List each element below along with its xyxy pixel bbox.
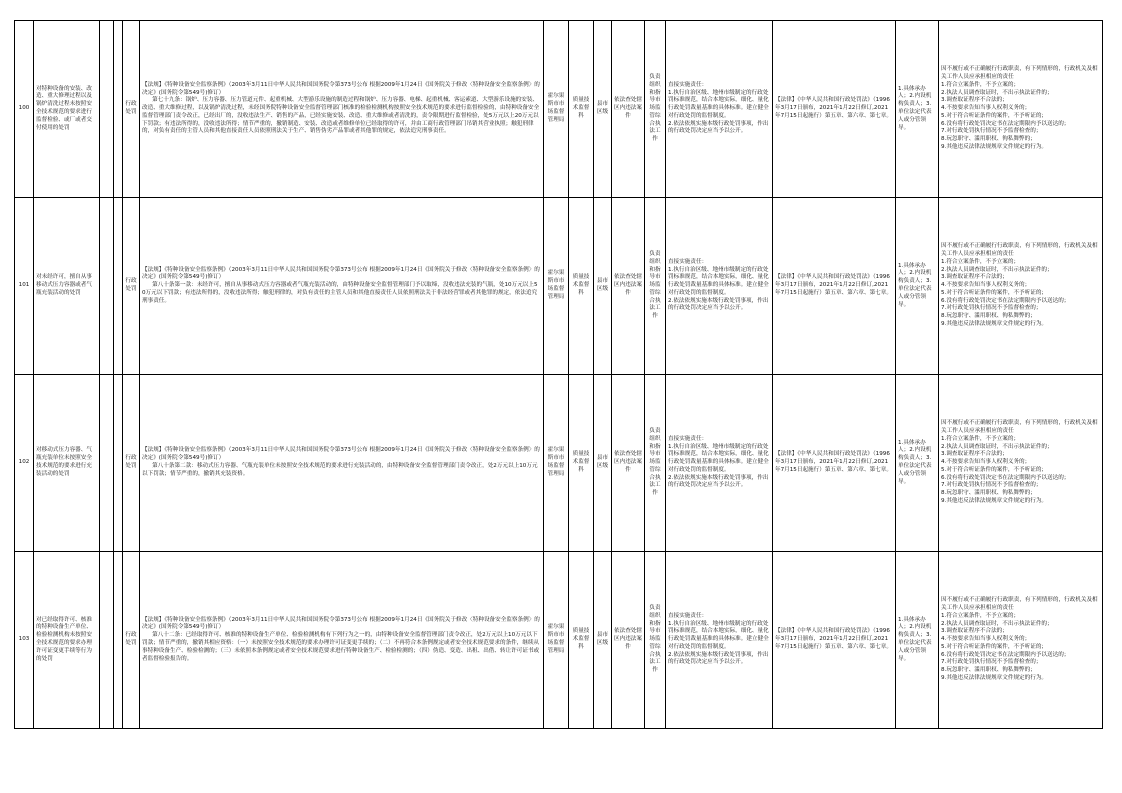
subj-text: 1.具体承办人；2.内设机构负责人；3.单位法定代表人或分管领导。 — [898, 85, 932, 131]
responsible-subjects — [896, 552, 939, 729]
basis-line: 【法规】《特种设备安全监察条例》（2003年3月11日中华人民共和国国务院令第373号公布 根据2009年1月24日《国务院关于修改〈特种设备安全监察条例〉的决定》(国务院令第549号)修订） — [142, 447, 540, 462]
item-type — [123, 375, 140, 552]
legal-basis — [140, 552, 544, 729]
responsibility-items — [666, 552, 773, 729]
item-number — [15, 375, 34, 552]
law-text: 【法律】《中华人民共和国行政处罚法》（1996年3月17日颁布，2021年1月22日修订,2021年7月15日起施行）第五章、第六章、第七章。 — [775, 628, 892, 650]
resp-line: 2.依法依规实施本级行政处罚事项，作出的行政处罚决定应当予以公开。 — [668, 297, 769, 312]
level-text: 县市区级 — [596, 455, 609, 469]
scope-of-duty — [612, 21, 645, 198]
item-name — [34, 198, 100, 375]
level-text: 县市区级 — [596, 101, 609, 115]
authority-text: 霍尔果斯市市场监督管理局 — [547, 93, 565, 123]
unit-text: 质量技术监督科 — [572, 274, 590, 296]
acc-line: 6.没有将行政处罚决定书在法定期限内予以送达的； — [941, 651, 1070, 658]
implementing-authority — [544, 198, 569, 375]
acc-line: 5.对于符合听证条件的案件，不予听证的； — [941, 289, 1048, 296]
acc-line: 1.符合立案条件，不予立案的； — [941, 258, 1020, 265]
acc-line: 7.对行政处罚执行情况不予监督检查的； — [941, 659, 1042, 666]
duty-description — [645, 21, 666, 198]
scope-of-duty — [612, 198, 645, 375]
acc-line: 3.调查取证程序不合法的； — [941, 274, 1008, 281]
responsible-unit — [569, 552, 594, 729]
procedural-law — [773, 21, 896, 198]
implementing-authority — [544, 375, 569, 552]
acc-line: 9.其他违反法律法规规章文件规定的行为。 — [941, 321, 1048, 328]
table-row — [15, 552, 1103, 729]
basis-line: 【法规】《特种设备安全监察条例》（2003年3月11日中华人民共和国国务院令第373号公布 根据2009年1月24日《国务院关于修改〈特种设备安全监察条例〉的决定》(国务院令第549号)修订） — [142, 616, 540, 631]
level-text: 县市区级 — [596, 278, 609, 292]
procedural-law — [773, 552, 896, 729]
basis-line: 第八十二条：已经取得许可、核准的特种设备生产单位、检验检测机构有下列行为之一的，由特种设备安全监督管理部门责令改正，处2万元以上10万元以下罚款；情节严重的，撤销其相应资格：（一）未按照安全技术规范的要求办理许可证变更手续的；（二）不再符合本条例规定或者安全技术规范要求的条件，继续从事特种设备生产、检验检测的；（三）未依照本条例规定或者安全技术规范要求进行特种设备生产、检验检测的；（四）伪造、变造、出租、出借、转让许可证书或者监督检验报告的。 — [142, 632, 540, 662]
subj-text: 1.具体承办人；2.内设机构负责人；3.单位法定代表人或分管领导。 — [898, 262, 932, 308]
authority-text: 霍尔果斯市市场监督管理局 — [547, 624, 565, 654]
acc-line: 1.符合立案条件，不予立案的； — [941, 612, 1020, 619]
acc-line: 3.调查取证程序不合法的； — [941, 97, 1008, 104]
type-text: 行政处罚 — [125, 632, 137, 646]
scope-of-duty — [612, 375, 645, 552]
resp-line: 直接实施责任： — [668, 81, 708, 88]
num-text: 101 — [18, 282, 30, 289]
acc-line: 4.不按要求告知当事人权利义务的； — [941, 282, 1031, 289]
acc-line: 3.调查取证程序不合法的； — [941, 628, 1008, 635]
acc-line: 9.其他违反法律法规规章文件规定的行为。 — [941, 498, 1048, 505]
table-row — [15, 198, 1103, 375]
resp-line: 2.依法依规实施本级行政处罚事项，作出的行政处罚决定应当予以公开。 — [668, 474, 769, 489]
acc-line: 2.执法人员调查取证时，不出示执法证件的； — [941, 443, 1053, 450]
type-text: 行政处罚 — [125, 101, 137, 115]
scope-text: 依法查处辖区内违法案件 — [614, 274, 642, 296]
item-type — [123, 552, 140, 729]
resp-line: 直接实施责任： — [668, 435, 708, 442]
subj-text: 1.具体承办人；2.内设机构负责人；3.单位法定代表人或分管领导。 — [898, 616, 932, 662]
acc-line: 6.没有将行政处罚决定书在法定期限内予以送达的； — [941, 474, 1070, 481]
accountability-items — [939, 198, 1103, 375]
basis-line: 第八十条第二款：移动式压力容器、气瓶充装单位未按照安全技术规范的要求进行充装活动的，由特种设备安全监督管理部门责令改正，处2万元以上10万元以下罚款；情节严重的，撤销其充装资格。 — [142, 463, 538, 477]
acc-line: 2.执法人员调查取证时，不出示执法证件的； — [941, 266, 1053, 273]
resp-line: 1.执行自治区级、地州市级制定的行政处罚标准规范，结合本地实际，细化、量化行政处罚裁量基准的具体标准。建立健全对行政处罚的监督制度。 — [668, 89, 769, 119]
subj-text: 1.具体承办人；2.内设机构负责人；3.单位法定代表人或分管领导。 — [898, 439, 932, 485]
name-text: 对特种设备的安装、改造、重大修理过程以及锅炉清洗过程未按照安全技术规范的要求进行监督检验、或厂或者交付使用的处罚 — [36, 85, 92, 131]
accountability-items — [939, 375, 1103, 552]
duty-description — [645, 375, 666, 552]
unit-text: 质量技术监督科 — [572, 451, 590, 473]
blank-cell — [114, 552, 123, 729]
basis-line: 第八十条第一款：未经许可，擅自从事移动式压力容器或者气瓶充装活动的，由特种设备安全监督管理部门予以取缔，没收违法充装的气瓶，处10万元以上50万元以下罚款；有违法所得的，没收违法所得；触犯刑律的，对负有责任的主管人员和其他直接责任人员依照刑法关于非法经营罪或者其他罪的规定，依法追究刑事责任。 — [142, 282, 538, 304]
resp-line: 1.执行自治区级、地州市级制定的行政处罚标准规范，结合本地实际，细化、量化行政处罚裁量基准的具体标准。建立健全对行政处罚的监督制度。 — [668, 266, 769, 296]
item-number — [15, 552, 34, 729]
blank-cell — [114, 21, 123, 198]
acc-line: 1.符合立案条件，不予立案的； — [941, 435, 1020, 442]
resp-line: 1.执行自治区级、地州市级制定的行政处罚标准规范，结合本地实际，细化、量化行政处罚裁量基准的具体标准。建立健全对行政处罚的监督制度。 — [668, 443, 769, 473]
unit-text: 质量技术监督科 — [572, 628, 590, 650]
blank-cell — [100, 375, 114, 552]
type-text: 行政处罚 — [125, 455, 137, 469]
acc-line: 因不履行或不正确履行行政职责，有下列情形的，行政机关及相关工作人员应承担相应的责任 — [941, 66, 1098, 80]
acc-line: 2.执法人员调查取证时，不出示执法证件的； — [941, 620, 1053, 627]
responsibility-items — [666, 375, 773, 552]
law-text: 【法律】《中华人民共和国行政处罚法》（1996年3月17日颁布，2021年1月22日修订,2021年7月15日起施行）第五章、第六章、第七章。 — [775, 451, 892, 473]
legal-basis — [140, 375, 544, 552]
law-text: 【法律】《中华人民共和国行政处罚法》（1996年3月17日颁布，2021年1月22日修订,2021年7月15日起施行）第五章、第六章、第七章。 — [775, 274, 892, 296]
blank-cell — [100, 552, 114, 729]
blank-cell — [114, 375, 123, 552]
responsible-unit — [569, 375, 594, 552]
legal-basis — [140, 21, 544, 198]
resp-line: 直接实施责任： — [668, 612, 708, 619]
acc-line: 4.不按要求告知当事人权利义务的； — [941, 105, 1031, 112]
law-text: 【法律】《中华人民共和国行政处罚法》（1996年3月17日颁布，2021年1月22日修订,2021年7月15日起施行）第五章、第六章、第七章。 — [775, 97, 892, 119]
acc-line: 5.对于符合听证条件的案件，不予听证的； — [941, 112, 1048, 119]
scope-text: 依法查处辖区内违法案件 — [614, 628, 642, 650]
name-text: 对移动式压力容器、气瓶充装单位未按照安全技术规范的要求进行充装活动的处罚 — [36, 447, 92, 477]
acc-line: 2.执法人员调查取证时，不出示执法证件的； — [941, 89, 1053, 96]
item-number — [15, 198, 34, 375]
authority-text: 霍尔果斯市市场监督管理局 — [547, 270, 565, 300]
scope-of-duty — [612, 552, 645, 729]
level-text: 县市区级 — [596, 632, 609, 646]
basis-line: 【法规】《特种设备安全监察条例》（2003年3月11日中华人民共和国国务院令第373号公布 根据2009年1月24日《国务院关于修改〈特种设备安全监察条例〉的决定》(国务院令第549号)修订） — [142, 81, 540, 96]
administrative-level — [594, 198, 612, 375]
num-text: 100 — [18, 105, 30, 112]
responsibility-items — [666, 198, 773, 375]
table-row — [15, 375, 1103, 552]
duty-description — [645, 198, 666, 375]
item-name — [34, 21, 100, 198]
acc-line: 1.符合立案条件，不予立案的； — [941, 81, 1020, 88]
acc-line: 因不履行或不正确履行行政职责，有下列情形的，行政机关及相关工作人员应承担相应的责任 — [941, 597, 1098, 611]
acc-line: 6.没有将行政处罚决定书在法定期限内予以送达的； — [941, 120, 1070, 127]
item-number — [15, 21, 34, 198]
acc-line: 9.其他违反法律法规规章文件规定的行为。 — [941, 675, 1048, 682]
duty-text: 负责组织和指导市场监管综合执法工作 — [649, 427, 661, 497]
scope-text: 依法查处辖区内违法案件 — [614, 97, 642, 119]
acc-line: 7.对行政处罚执行情况不予监督检查的； — [941, 305, 1042, 312]
basis-line: 第七十九条：锅炉、压力容器、压力管道元件、起重机械、大型游乐设施的制造过程和锅炉、压力容器、电梯、起重机械、客运索道、大型游乐设施的安装、改造、重大维修过程，以及锅炉清洗过程，未经国务院特种设备安全监督管理部门核准的检验检测机构按照安全技术规范的要求进行监督检验的，由特种设备安全监督管理部门责令改正，已经出厂的，没收违法生产、销售的产品，已经实施安装、改造、重大维修或者清洗的，责令限期进行监督检验，处5万元以上20万元以下罚款；有违法所得的，没收违法所得；情节严重的，撤销制造、安装、改造或者维修单位已经取得的许可，并由工商行政管理部门吊销其营业执照；触犯刑律的，对负有责任的主管人员和其他直接责任人员依照刑法关于生产、销售伪劣产品罪或者其他罪的规定，依法追究刑事责任。 — [142, 97, 540, 135]
acc-line: 8.玩忽职守、滥用职权、徇私舞弊的； — [941, 136, 1036, 143]
type-text: 行政处罚 — [125, 278, 137, 292]
blank-cell — [114, 198, 123, 375]
implementing-authority — [544, 21, 569, 198]
legal-basis — [140, 198, 544, 375]
acc-line: 9.其他违反法律法规规章文件规定的行为。 — [941, 144, 1048, 151]
acc-line: 8.玩忽职守、滥用职权、徇私舞弊的； — [941, 490, 1036, 497]
resp-line: 直接实施责任： — [668, 258, 708, 265]
responsible-subjects — [896, 21, 939, 198]
resp-line: 1.执行自治区级、地州市级制定的行政处罚标准规范，结合本地实际，细化、量化行政处罚裁量基准的具体标准。建立健全对行政处罚的监督制度。 — [668, 620, 769, 650]
responsible-unit — [569, 198, 594, 375]
acc-line: 6.没有将行政处罚决定书在法定期限内予以送达的； — [941, 297, 1070, 304]
procedural-law — [773, 198, 896, 375]
implementing-authority — [544, 552, 569, 729]
item-name — [34, 375, 100, 552]
name-text: 对已经取得许可、核准的特种设备生产单位、检验检测机构未按照安全技术规范的要求办理许可证变更手续等行为的处罚 — [36, 616, 92, 662]
responsibility-table — [14, 20, 1103, 729]
basis-line: 【法规】《特种设备安全监察条例》（2003年3月11日中华人民共和国国务院令第373号公布 根据2009年1月24日《国务院关于修改〈特种设备安全监察条例〉的决定》(国务院令第549号)修订） — [142, 266, 540, 281]
resp-line: 2.依法依规实施本级行政处罚事项，作出的行政处罚决定应当予以公开。 — [668, 120, 769, 135]
blank-cell — [100, 198, 114, 375]
name-text: 对未经许可，擅自从事移动式压力容器或者气瓶充装活动的处罚 — [36, 274, 92, 296]
procedural-law — [773, 375, 896, 552]
scope-text: 依法查处辖区内违法案件 — [614, 451, 642, 473]
resp-line: 2.依法依规实施本级行政处罚事项，作出的行政处罚决定应当予以公开。 — [668, 651, 769, 666]
acc-line: 4.不按要求告知当事人权利义务的； — [941, 459, 1031, 466]
responsible-subjects — [896, 198, 939, 375]
authority-text: 霍尔果斯市市场监督管理局 — [547, 447, 565, 477]
administrative-level — [594, 21, 612, 198]
responsible-subjects — [896, 375, 939, 552]
blank-cell — [100, 21, 114, 198]
administrative-level — [594, 375, 612, 552]
duty-text: 负责组织和指导市场监管综合执法工作 — [649, 73, 661, 143]
accountability-items — [939, 21, 1103, 198]
acc-line: 7.对行政处罚执行情况不予监督检查的； — [941, 482, 1042, 489]
administrative-level — [594, 552, 612, 729]
responsibility-items — [666, 21, 773, 198]
acc-line: 5.对于符合听证条件的案件，不予听证的； — [941, 466, 1048, 473]
acc-line: 因不履行或不正确履行行政职责，有下列情形的，行政机关及相关工作人员应承担相应的责任 — [941, 420, 1098, 434]
acc-line: 5.对于符合听证条件的案件，不予听证的； — [941, 643, 1048, 650]
duty-text: 负责组织和指导市场监管综合执法工作 — [649, 250, 661, 320]
item-type — [123, 198, 140, 375]
acc-line: 4.不按要求告知当事人权利义务的； — [941, 636, 1031, 643]
responsible-unit — [569, 21, 594, 198]
acc-line: 3.调查取证程序不合法的； — [941, 451, 1008, 458]
duty-description — [645, 552, 666, 729]
item-type — [123, 21, 140, 198]
num-text: 103 — [18, 636, 30, 643]
num-text: 102 — [18, 459, 30, 466]
acc-line: 8.玩忽职守、滥用职权、徇私舞弊的； — [941, 313, 1036, 320]
table-row — [15, 21, 1103, 198]
acc-line: 因不履行或不正确履行行政职责，有下列情形的，行政机关及相关工作人员应承担相应的责任 — [941, 243, 1098, 257]
acc-line: 7.对行政处罚执行情况不予监督检查的； — [941, 128, 1042, 135]
acc-line: 8.玩忽职守、滥用职权、徇私舞弊的； — [941, 667, 1036, 674]
unit-text: 质量技术监督科 — [572, 97, 590, 119]
accountability-items — [939, 552, 1103, 729]
item-name — [34, 552, 100, 729]
duty-text: 负责组织和指导市场监管综合执法工作 — [649, 604, 661, 674]
